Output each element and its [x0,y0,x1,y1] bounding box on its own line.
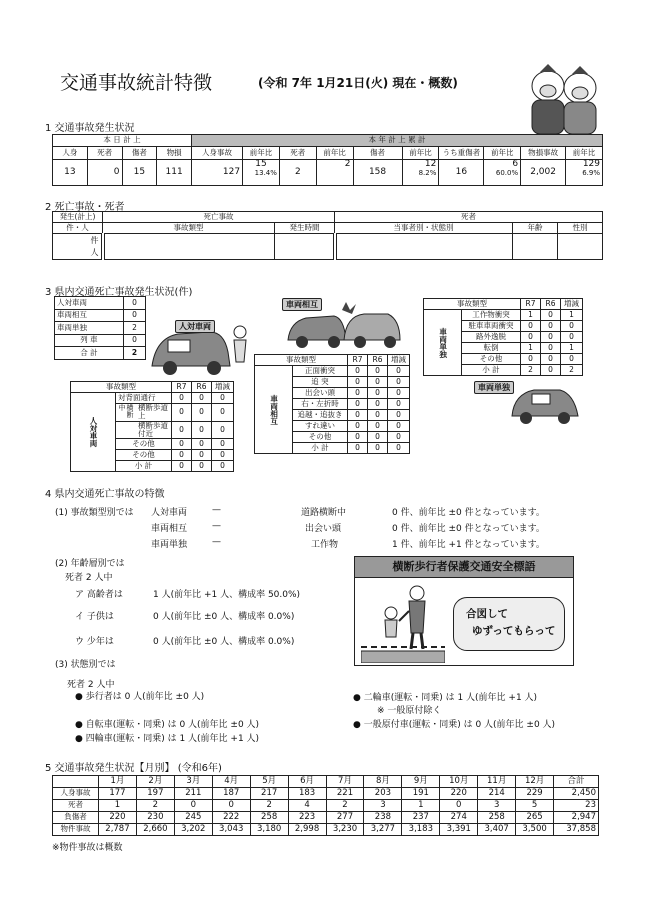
cell: 3,180 [250,824,288,836]
cell: 0 [172,404,192,422]
mascot-illustration [518,58,606,138]
col-header: 5月 [250,776,288,788]
cell: 路外逸脱 [462,332,521,343]
pct-cell: 60.0% [495,168,519,177]
cell: 1 [521,310,541,321]
page-title: 交通事故統計特徴 [60,72,213,94]
cell: 15 [122,160,157,186]
col-header: 増減 [388,355,410,366]
cell: 0 [212,421,234,439]
cell: 1 [99,800,137,812]
cell: 277 [326,812,364,824]
cell: 0 [521,321,541,332]
cell: 265 [516,812,554,824]
col-header: 9月 [402,776,440,788]
section-2-heading: 2 死亡事故・死者 [45,202,125,213]
fatal-summary-table [54,296,146,360]
cell: 2 [136,800,174,812]
col-header: 2月 [136,776,174,788]
footnote: ※物件事故は概数 [52,843,123,853]
cell: 1 [402,800,440,812]
cell: 197 [136,788,174,800]
cell: 小 計 [293,443,348,454]
cell: 4 [288,800,326,812]
text: 工作物 [311,540,339,550]
cell: 12 [424,159,437,169]
cell: 37,858 [554,824,599,836]
unit-label: 人 [90,247,99,257]
poster-title: 横断歩行者保護交通安全標語 [354,556,574,578]
text: ● 二輪車(運転・同乗) は 1 人(前年比 +1 人) [353,693,538,703]
col-header: 事故類型 [424,299,521,310]
section-5-heading: 5 交通事故発生状況【月別】 (令和6年) [45,763,222,774]
col-header: 12月 [516,776,554,788]
cell: 191 [402,788,440,800]
cell: 2 [326,800,364,812]
cell: 0 [174,800,212,812]
cell: 0 [388,377,410,388]
cell: 0 [212,404,234,422]
col-header: 6月 [288,776,326,788]
col-header: 性別 [558,223,603,234]
col-header: 3月 [174,776,212,788]
cell: 対背面通行 [116,393,172,404]
col-header: 増減 [212,382,234,393]
col-header: 当事者別・状態別 [335,223,513,234]
cell: 駐車車両衝突 [462,321,521,332]
cell: 3,407 [478,824,516,836]
cell: 3,043 [212,824,250,836]
vehicle-mutual-table [254,354,410,454]
text: 0 件、前年比 ±0 件となっています。 [392,524,545,534]
cell: 211 [174,788,212,800]
cell: 追 突 [293,377,348,388]
text: — [212,521,221,531]
text: 1 件、前年比 +1 件となっています。 [392,540,545,550]
row-label: 物件事故 [53,824,99,836]
text: ア 高齢者は [75,590,123,600]
cell: 158 [353,160,402,186]
cell: その他 [293,432,348,443]
col-header: 増減 [561,299,583,310]
cell: 1 [561,343,583,354]
text: 出会い頭 [305,524,342,534]
label-pedestrian-vs-vehicle: 人対車両 [175,320,215,333]
col-header: 前年比 [243,147,280,160]
col-header: 10月 [440,776,478,788]
cell: 15 [255,159,267,169]
cell: 追越・追抜き [293,410,348,421]
group-year: 本 年 計 上 累 計 [192,135,603,147]
page-subtitle: (令和 7年 1月21日(火) 現在・概数) [258,76,458,90]
cell: 0 [541,310,561,321]
col-header: R6 [192,382,212,393]
cell: 0 [348,399,368,410]
section-1-heading: 1 交通事故発生状況 [45,123,135,134]
col-header: 7月 [326,776,364,788]
cell: 2 [124,322,146,335]
cell: 0 [192,450,212,461]
cell: 小 計 [116,461,172,472]
label-vehicle-single: 車両単独 [474,381,514,394]
text: ● 歩行者は 0 人(前年比 ±0 人) [75,692,205,702]
cell: 0 [541,321,561,332]
cell: 0 [440,800,478,812]
col-header: 年齢 [513,223,558,234]
section-4-heading: 4 県内交通死亡事故の特徴 [45,489,165,500]
col-header: R6 [368,355,388,366]
text: イ 子供は [75,612,114,622]
pct-cell: 6.9% [582,168,600,177]
crossing-family-illustration [361,583,445,663]
cell: 0 [172,461,192,472]
cell: 0 [388,399,410,410]
cell: 13 [53,160,88,186]
vehicle-single-table [423,298,583,376]
col-header: R7 [521,299,541,310]
cell: 0 [192,461,212,472]
cell: 3,391 [440,824,478,836]
cell: 0 [541,343,561,354]
cell: 214 [478,788,516,800]
cell: 0 [348,410,368,421]
cell: 0 [212,450,234,461]
sub-group-label: 横断中 [118,404,134,418]
col-header: 死者 [87,147,122,160]
section-3-heading: 3 県内交通死亡事故発生状況(件) [45,287,193,298]
cell: 0 [368,399,388,410]
cell: 222 [212,812,250,824]
cell: 2,787 [99,824,137,836]
cell: 0 [561,321,583,332]
cell: 0 [348,443,368,454]
text: ● 一般原付車(運転・同乗) は 0 人(前年比 ±0 人) [353,720,556,730]
cell: 0 [348,421,368,432]
text: 死者 2 人中 [67,680,115,690]
cell: 111 [157,160,192,186]
col-header: 発生(計上) [53,212,103,223]
cell: 0 [368,388,388,399]
col-header: 事故類型 [103,223,275,234]
col-header: 傷者 [353,147,402,160]
row-group-label: 車両単独 [424,310,462,376]
label-vehicle-mutual: 車両相互 [282,298,322,311]
text: 0 人(前年比 ±0 人、構成率 0.0%) [153,612,295,622]
cell: 2 [124,347,146,360]
cell: 0 [541,354,561,365]
col-header: うち重傷者 [439,147,484,160]
cell: すれ違い [293,421,348,432]
text: 0 件、前年比 ±0 件となっています。 [392,508,545,518]
cell: 0 [368,432,388,443]
cell: 23 [554,800,599,812]
para-label: (2) 年齢層別では [55,559,125,569]
cell: 237 [402,812,440,824]
cell: 0 [172,439,192,450]
cell: 0 [87,160,122,186]
cell: 0 [348,377,368,388]
cell: 0 [348,366,368,377]
text: 車両相互 [151,524,188,534]
cell: 0 [124,334,146,347]
text: 人対車両 [151,508,188,518]
cell: 0 [561,332,583,343]
cell: 3,277 [364,824,402,836]
col-header: 物損事故 [521,147,566,160]
cell: 人対車両 [55,297,124,310]
cell: 0 [192,421,212,439]
cell: 2,947 [554,812,599,824]
pedestrian-vehicle-table [70,381,234,472]
cell: 2,450 [554,788,599,800]
cell: 229 [516,788,554,800]
col-header: 1月 [99,776,137,788]
cell: 0 [192,393,212,404]
para-label: (3) 状態別では [55,660,116,670]
cell: 0 [388,421,410,432]
cell: 2,998 [288,824,326,836]
cell: 16 [439,160,484,186]
slogan-line-1: 合図して [466,608,508,620]
cell: 223 [288,812,326,824]
cell: 0 [368,410,388,421]
cell: 220 [99,812,137,824]
cell: 0 [212,393,234,404]
cell: 0 [541,365,561,376]
col-header: 件・人 [53,223,103,234]
accident-summary-table [52,134,603,186]
pct-cell: 8.2% [418,168,437,177]
cell: 0 [172,450,192,461]
text: — [212,505,221,515]
cell: 2 [250,800,288,812]
col-header: 死亡事故 [103,212,335,223]
col-header: 前年比 [316,147,353,160]
cell: 0 [348,388,368,399]
cell: 0 [212,461,234,472]
cell: その他 [116,450,172,461]
cell: 0 [388,443,410,454]
cell: 238 [364,812,402,824]
cell: 転倒 [462,343,521,354]
cell: 合 計 [55,347,124,360]
cell: その他 [116,439,172,450]
col-header: 11月 [478,776,516,788]
cell: 220 [440,788,478,800]
col-header: 合計 [554,776,599,788]
cell: 258 [478,812,516,824]
pct-cell: 13.4% [254,168,277,177]
cell: 0 [368,366,388,377]
row-group-label: 車両相互 [255,366,293,454]
monthly-table [52,775,599,836]
cell: 127 [192,160,243,186]
cell: 正面衝突 [293,366,348,377]
cell: 3,230 [326,824,364,836]
col-header: R7 [348,355,368,366]
cell: 横断歩道付近 [116,421,172,439]
text: ● 四輪車(運転・同乗) は 1 人(前年比 +1 人) [75,734,260,744]
cell: 0 [124,297,146,310]
col-header: 発生時間 [275,223,335,234]
text: ※ 一般原付除く [377,706,442,716]
col-header: 事故類型 [71,382,172,393]
cell: 2,002 [521,160,566,186]
car-crash-illustration [508,378,586,426]
cell: 0 [521,354,541,365]
col-header: 事故類型 [255,355,348,366]
col-header: 死者 [279,147,316,160]
text: ウ 少年は [75,637,114,647]
cell: 2,660 [136,824,174,836]
text: 死者 2 人中 [65,573,113,583]
col-header: R6 [541,299,561,310]
row-label: 負傷者 [53,812,99,824]
cell: 129 [582,159,600,169]
cell: 177 [99,788,137,800]
cell: 274 [440,812,478,824]
cell: 0 [172,393,192,404]
cell: 3 [478,800,516,812]
cell: 258 [250,812,288,824]
cell: 0 [212,800,250,812]
cell: 230 [136,812,174,824]
text: 0 人(前年比 ±0 人、構成率 0.0%) [153,637,295,647]
cell: 203 [364,788,402,800]
row-label: 死者 [53,800,99,812]
cell: 0 [368,443,388,454]
cell: 6 [512,159,519,169]
cell: 0 [192,404,212,422]
cell: 出会い頭 [293,388,348,399]
row-group-label: 人対車両 [71,393,116,472]
cell: 245 [174,812,212,824]
unit-label: 件 [90,235,99,245]
para-label: (1) 事故類型別では [55,508,134,518]
col-header: 4月 [212,776,250,788]
cell: 小 計 [462,365,521,376]
cell: 0 [368,377,388,388]
cell: 横断歩道上 [138,403,168,421]
cell: 0 [388,432,410,443]
fatal-accident-table [52,211,603,260]
cell: 3,183 [402,824,440,836]
cell: 217 [250,788,288,800]
cell: 183 [288,788,326,800]
cell: 工作物衝突 [462,310,521,321]
safety-slogan-poster [354,556,574,666]
cell: 1 [521,343,541,354]
text: ● 自転車(運転・同乗) は 0 人(前年比 ±0 人) [75,720,260,730]
cell: 2 [521,365,541,376]
cell: 1 [561,310,583,321]
cell: 0 [212,439,234,450]
text: 車両単独 [151,540,188,550]
col-header: 前年比 [566,147,603,160]
cell: 列 車 [55,334,124,347]
cell: 0 [388,366,410,377]
col-header: R7 [172,382,192,393]
status-breakdown [55,657,615,747]
cell: 5 [516,800,554,812]
cell: 3,202 [174,824,212,836]
cell: 3,500 [516,824,554,836]
cell: 3 [364,800,402,812]
cell: 0 [561,354,583,365]
cell: 2 [279,160,316,186]
cell: 2 [561,365,583,376]
col-header: 傷者 [122,147,157,160]
slogan-line-2: ゆずってもらって [472,625,556,637]
group-today: 本 日 計 上 [53,135,192,147]
text: — [212,537,221,547]
col-header: 物損 [157,147,192,160]
col-header: 8月 [364,776,402,788]
cell: 0 [192,439,212,450]
cell: 車両単独 [55,322,124,335]
cell: 0 [124,309,146,322]
cell: 0 [368,421,388,432]
col-header: 前年比 [402,147,439,160]
cell: その他 [462,354,521,365]
text: 1 人(前年比 +1 人、構成率 50.0%) [153,590,301,600]
cell: 0 [521,332,541,343]
cell: 右・左折時 [293,399,348,410]
row-label: 人身事故 [53,788,99,800]
cell: 0 [388,410,410,421]
cell: 0 [348,432,368,443]
cell: 0 [172,421,192,439]
cell: 221 [326,788,364,800]
cell: 0 [388,388,410,399]
cell: 0 [541,332,561,343]
col-header: 前年比 [484,147,521,160]
cell: 2 [316,160,353,186]
col-header: 人身事故 [192,147,243,160]
text: 道路横断中 [301,508,347,518]
cell: 車両相互 [55,309,124,322]
cell: 187 [212,788,250,800]
col-header: 人身 [53,147,88,160]
col-header: 死者 [335,212,603,223]
